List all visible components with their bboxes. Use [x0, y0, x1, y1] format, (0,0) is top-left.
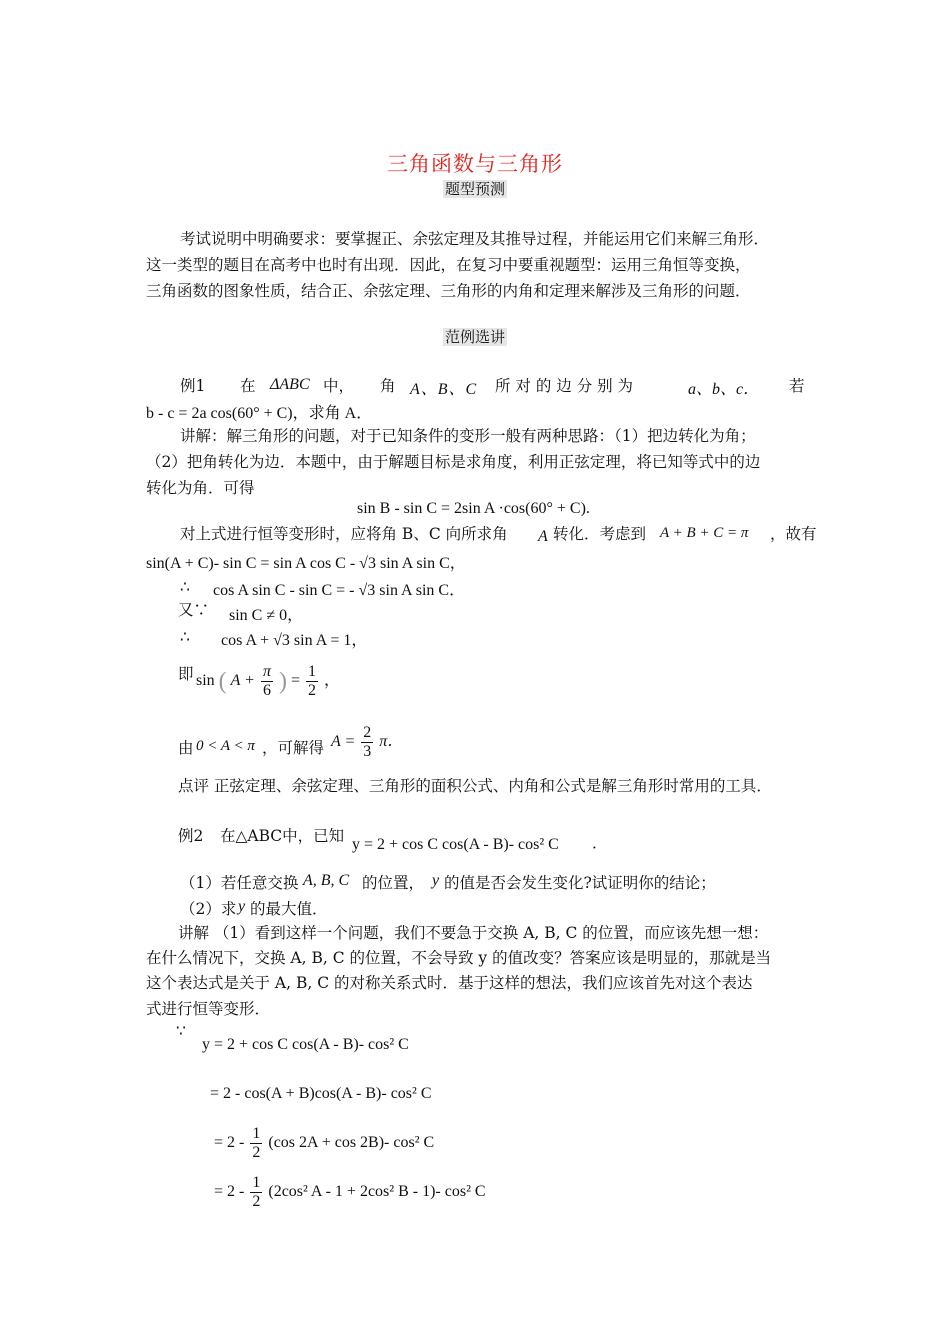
equation-3: cos A sin C - sin C = - √3 sin A sin C．: [213, 582, 466, 599]
therefore-symbol: ∴: [180, 628, 190, 646]
denominator: 2: [308, 682, 316, 699]
text-fragment: 若: [789, 377, 805, 395]
equation-2: sin(A + C)- sin C = sin A cos C - √3 sin A sin C，: [146, 555, 466, 572]
paren-left: (: [218, 668, 227, 695]
text-fragment: （1）若任意交换: [180, 874, 299, 892]
equation-4: sin C ≠ 0，: [229, 607, 304, 624]
text-fragment: 即: [178, 665, 194, 683]
intro-line-1: 考试说明中明确要求：要掌握正、余弦定理及其推导过程，并能运用它们来解三角形．: [180, 230, 770, 248]
page-title: 三角函数与三角形: [387, 152, 563, 176]
math-triangle: ΔABC: [270, 376, 310, 393]
term-two: = 2 -: [214, 1183, 245, 1201]
math-inline: y: [238, 898, 246, 915]
analysis-line-3: 这个表达式是关于 A, B, C 的对称关系式时．基于这样的想法，我们应该首先对这个表达: [146, 974, 753, 992]
because-symbol: ∵: [176, 1022, 186, 1040]
text-fragment: 的位置，: [362, 874, 425, 892]
fraction-half: [250, 1125, 262, 1162]
answer-equation: [331, 724, 403, 761]
numerator: π: [262, 663, 271, 680]
pi-term: π．: [379, 733, 404, 751]
term-rest: (2cos² A - 1 + 2cos² B - 1)- cos² C: [268, 1183, 486, 1201]
math-inline: A: [538, 528, 548, 545]
analysis-line-1: 讲解 （1）看到这样一个问题，我们不要急于交换 A, B, C 的位置，而应该先想一想：: [178, 924, 769, 942]
text-fragment: 对上式进行恒等变形时，应将角 B、C 向所求角: [180, 525, 508, 543]
text-fragment: （2）求: [180, 900, 237, 918]
term-a: A +: [230, 672, 255, 690]
intro-line-3: 三角函数的图象性质，结合正、余弦定理、三角形的内角和定理来解涉及三角形的问题．: [146, 282, 751, 300]
derivation-step-2: = 2 - cos(A + B)cos(A - B)- cos² C: [210, 1085, 432, 1102]
term-two: = 2 -: [214, 1134, 245, 1152]
analysis-line-1: 讲解：解三角形的问题，对于已知条件的变形一般有两种思路：（1）把边转化为角；: [180, 427, 756, 445]
fraction: [261, 663, 273, 700]
analysis-line-2: 在什么情况下，交换 A, B, C 的位置，不会导致 y 的值改变？答案应该是明显的，那就是当: [146, 949, 772, 967]
example-label: 例1: [180, 377, 206, 395]
text-fragment: 在△ABC中，已知: [220, 827, 345, 845]
numerator: 1: [252, 1125, 261, 1142]
text-fragment: 由: [178, 739, 194, 757]
denominator: 2: [252, 1144, 261, 1161]
section-heading-text: 范例选讲: [444, 328, 505, 346]
text-fragment: 中，: [323, 377, 355, 395]
text-fragment: 转化．考虑到: [553, 525, 647, 543]
text-fragment: 所 对 的 边 分 别 为: [495, 377, 634, 395]
equation-5: cos A + √3 sin A = 1，: [221, 632, 368, 649]
text-fragment: 又∵: [178, 601, 210, 619]
math-condition: b - c = 2a cos(60° + C)，求角 A．: [146, 405, 373, 422]
section-heading-examples: [0, 326, 950, 347]
derivation-step-3: [214, 1125, 434, 1162]
section-heading-text: 题型预测: [444, 180, 505, 198]
math-sides: a、b、c．: [688, 381, 760, 398]
text-fragment: ，可解得: [262, 739, 325, 757]
math-inline: A + B + C = π: [660, 525, 749, 541]
numerator: 1: [252, 1174, 261, 1191]
derivation-step-4: [214, 1174, 486, 1211]
paren-right: ): [278, 668, 287, 695]
math-inline: A, B, C: [303, 872, 350, 889]
equals: =: [290, 672, 300, 690]
punctuation: ，: [324, 672, 341, 690]
text-fragment: 的最大值．: [250, 900, 328, 918]
equation-definition: y = 2 + cos C cos(A - B)- cos² C: [352, 836, 559, 853]
example-label: 例2: [178, 827, 204, 845]
equation-6: [196, 663, 340, 700]
numerator: 2: [363, 724, 372, 741]
term-rest: (cos 2A + cos 2B)- cos² C: [268, 1134, 435, 1152]
therefore-symbol: ∴: [180, 578, 190, 596]
fraction: [306, 663, 318, 700]
equation-1: sin B - sin C = 2sin A ·cos(60° + C).: [357, 500, 590, 517]
sin-term: sin: [196, 672, 215, 690]
comment-line: 点评 正弦定理、余弦定理、三角形的面积公式、内角和公式是解三角形时常用的工具．: [178, 777, 772, 795]
text-fragment: 角: [380, 377, 396, 395]
analysis-line-2: （2）把角转化为边．本题中，由于解题目标是求角度，利用正弦定理，将已知等式中的边: [146, 453, 761, 471]
fraction-half: [250, 1174, 262, 1211]
analysis-line-4: 式进行恒等变形．: [146, 1000, 271, 1018]
analysis-line-3: 转化为角．可得: [146, 479, 255, 497]
math-range: 0 < A < π: [196, 738, 255, 754]
math-inline: y: [432, 872, 440, 889]
derivation-step-1: y = 2 + cos C cos(A - B)- cos² C: [202, 1036, 409, 1053]
math-angles: A、B、C: [410, 381, 478, 398]
term-a: A =: [331, 733, 356, 751]
text-fragment: 的值是否会发生变化?试证明你的结论；: [444, 874, 716, 892]
text-fragment: 在: [240, 377, 256, 395]
section-heading-prediction: [0, 178, 950, 199]
denominator: 2: [252, 1193, 261, 1210]
punctuation: ．: [592, 834, 608, 852]
numerator: 1: [308, 663, 316, 680]
fraction: [361, 724, 373, 761]
intro-line-2: 这一类型的题目在高考中也时有出现．因此，在复习中要重视题型：运用三角恒等变换，: [146, 256, 751, 274]
denominator: 6: [262, 682, 271, 699]
denominator: 3: [363, 743, 372, 760]
text-fragment: ，故有: [770, 525, 817, 543]
